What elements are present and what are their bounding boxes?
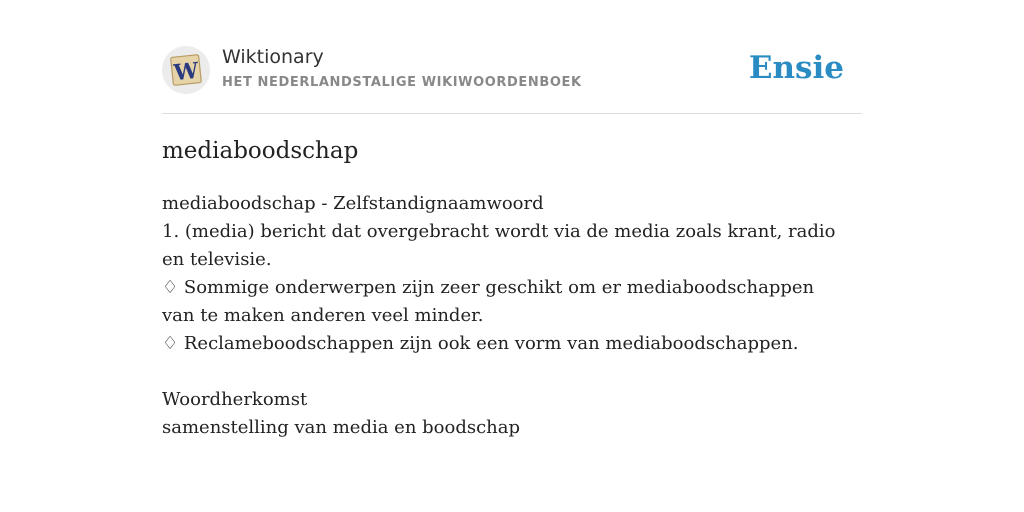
header-divider xyxy=(162,113,862,114)
entry-content xyxy=(162,190,852,442)
definition: 1. (media) bericht dat overgebracht wordt via de media zoals krant, radio en televisie. xyxy=(162,221,836,270)
wiktionary-logo-icon[interactable] xyxy=(162,46,210,94)
example-sentence: ♢ Reclameboodschappen zijn ook een vorm van mediaboodschappen. xyxy=(162,333,799,354)
site-subtitle: HET NEDERLANDSTALIGE WIKIWOORDENBOEK xyxy=(222,75,582,90)
site-header xyxy=(162,46,862,96)
page-title: mediaboodschap xyxy=(162,138,359,164)
logo-letter: W xyxy=(172,57,200,87)
part-of-speech-line: mediaboodschap - Zelfstandignaamwoord xyxy=(162,193,544,214)
site-name[interactable]: Wiktionary xyxy=(222,46,324,68)
spacer xyxy=(162,358,852,386)
wiktionary-tile-icon xyxy=(169,53,203,87)
brand-logo[interactable]: Ensie xyxy=(748,50,844,86)
example-sentence: ♢ Sommige onderwerpen zijn zeer geschikt om er mediaboodschappen van te maken anderen veel minder. xyxy=(162,277,815,326)
etymology-heading: Woordherkomst xyxy=(162,389,308,410)
etymology-text: samenstelling van media en boodschap xyxy=(162,417,521,438)
